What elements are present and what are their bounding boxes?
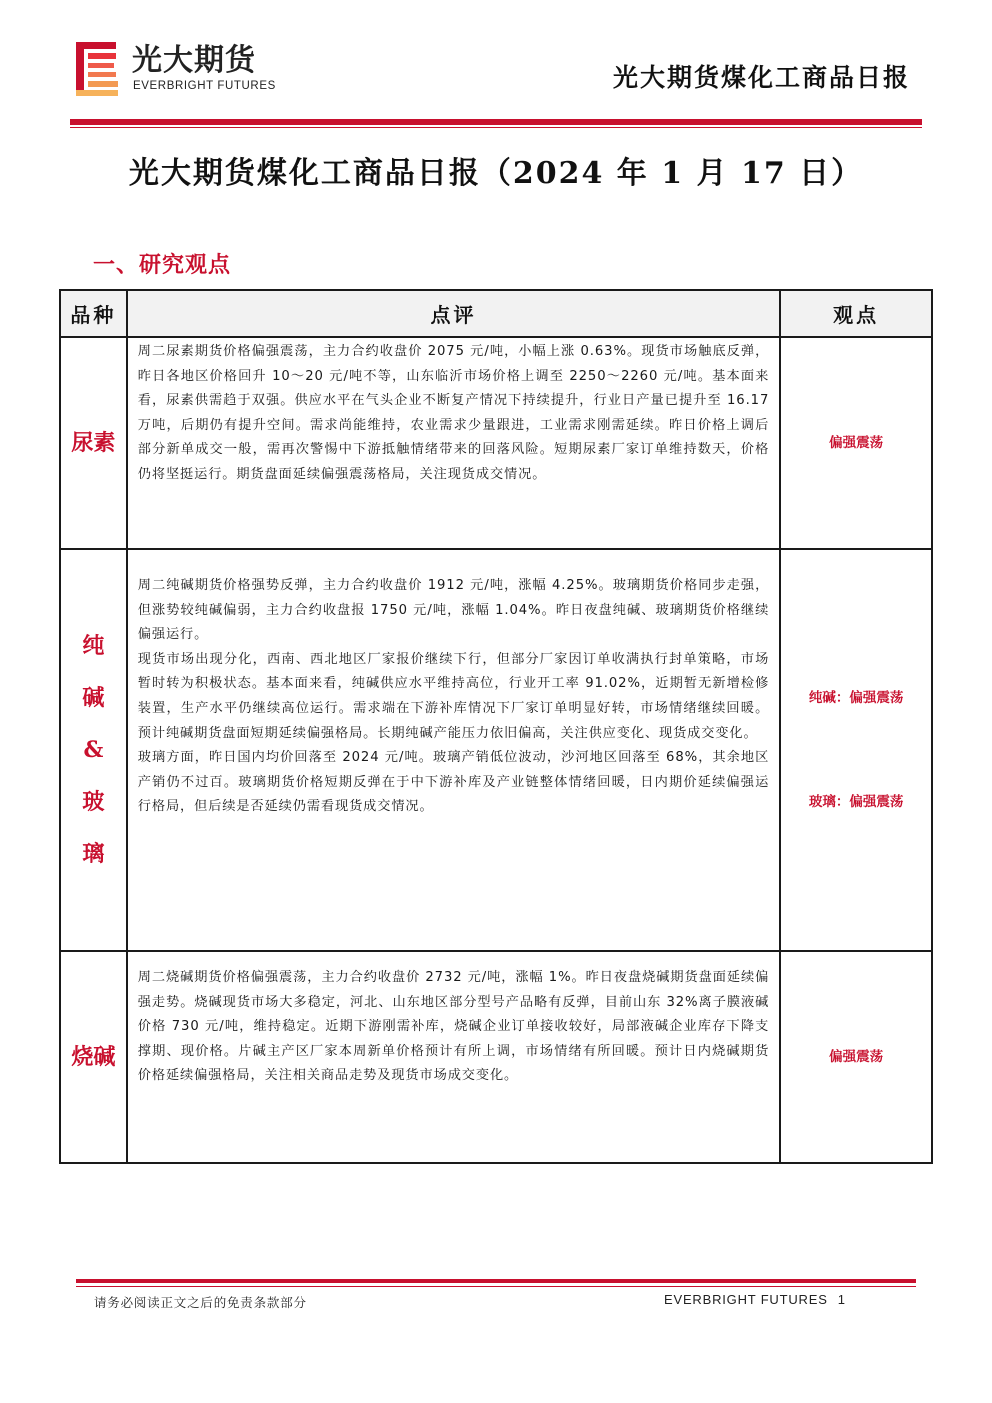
column-header-variety: 品种 — [60, 290, 127, 337]
logo — [76, 42, 286, 98]
section-heading: 一、研究观点 — [93, 252, 232, 278]
comment-paragraph: 玻璃方面，昨日国内均价回落至 2024 元/吨。玻璃产销低位波动，沙河地区回落至 68%，其余地区产销仍不过百。玻璃期货价格短期反弹在于中下游补库及产业链整体情绪回暖，日内期价延续偏强运行格局，但后续是否延续仍需看现货成交情况。 — [137, 750, 770, 815]
variety-cell — [60, 549, 127, 951]
view-text: 偏强震荡 — [829, 435, 884, 451]
comment-paragraph: 周二尿素期货价格偏强震荡，主力合约收盘价 2075 元/吨，小幅上涨 0.63%。现货市场触底反弹，昨日各地区价格回升 10～20 元/吨不等，山东临沂市场价格上调至 2250～2260 元/吨。基本面来看，尿素供需趋于双强。供应水平在气头企业不断复产情况下持续提升，行业日产量已提升至 16.17 万吨，后期仍有提升空间。需求尚能维持，农业需求少量跟进，工业需求刚需延续。昨日价格上调后部分新单成交一般，需再次警惕中下游抵触情绪带来的回落风险。短期尿素厂家订单维持数天，价格仍将坚挺运行。期货盘面延续偏强震荡格局，关注现货成交情况。 — [137, 344, 770, 482]
view-spacer — [781, 710, 931, 790]
footer-brand: EVERBRIGHT FUTURES — [664, 1292, 828, 1307]
footer-divider — [76, 1279, 916, 1283]
view-cell — [780, 337, 932, 549]
table-row-urea — [60, 337, 932, 549]
everbright-logo-icon — [76, 42, 120, 96]
variety-cell: 尿素 — [60, 337, 127, 549]
header-divider — [70, 119, 922, 125]
page-number: 1 — [837, 1292, 846, 1307]
variety-cell: 烧碱 — [60, 951, 127, 1163]
view-text-soda-ash: 纯碱：偏强震荡 — [808, 690, 904, 706]
report-title: 光大期货煤化工商品日报（2024 年 1 月 17 日） — [128, 156, 864, 191]
view-cell — [780, 951, 932, 1163]
table-row-soda-ash-glass — [60, 549, 932, 951]
logo-chinese-name: 光大期货 — [132, 43, 256, 78]
header-divider-thin — [70, 127, 922, 128]
view-text: 偏强震荡 — [829, 1049, 884, 1065]
research-table — [59, 289, 933, 1164]
footer-disclaimer: 请务必阅读正文之后的免责条款部分 — [94, 1295, 307, 1310]
comment-cell — [127, 951, 780, 1163]
column-header-comment: 点评 — [127, 290, 780, 337]
comment-paragraph: 现货市场出现分化，西南、西北地区厂家报价继续下行，但部分厂家因订单收满执行封单策略，市场暂时转为积极状态。基本面来看，纯碱供应水平维持高位，行业开工率 91.02%，近期暂无新增检修装置，生产水平仍继续高位运行。需求端在下游补库情况下厂家订单明显好转，市场情绪继续回暖。预计纯碱期货盘面短期延续偏强格局。长期纯碱产能压力依旧偏高，关注供应变化、现货成交变化。 — [137, 651, 770, 741]
header-title: 光大期货煤化工商品日报 — [612, 63, 910, 92]
table-header-row — [60, 290, 932, 337]
column-header-view: 观点 — [780, 290, 932, 337]
view-cell — [780, 549, 932, 951]
comment-paragraph: 周二烧碱期货价格偏强震荡，主力合约收盘价 2732 元/吨，涨幅 1%。昨日夜盘烧碱期货盘面延续偏强走势。烧碱现货市场大多稳定，河北、山东地区部分型号产品略有反弹，目前山东 32%离子膜液碱价格 730 元/吨，维持稳定。近期下游刚需补库，烧碱企业订单接收较好，局部液碱企业库存下降支撑期、现价格。片碱主产区厂家本周新单价格预计有所上调，市场情绪有所回暖。预计日内烧碱期货价格延续偏强格局，关注相关商品走势及现货市场成交变化。 — [137, 970, 770, 1084]
logo-english-name: EVERBRIGHT FUTURES — [133, 80, 276, 92]
view-text-glass: 玻璃：偏强震荡 — [808, 794, 904, 810]
comment-paragraph: 周二纯碱期货价格强势反弹，主力合约收盘价 1912 元/吨，涨幅 4.25%。玻璃期货价格同步走强，但涨势较纯碱偏弱，主力合约收盘报 1750 元/吨，涨幅 1.04%。昨日夜盘纯碱、玻璃期货价格继续偏强运行。 — [137, 578, 770, 643]
table-row-caustic-soda — [60, 951, 932, 1163]
variety-label: 纯碱 & 玻璃 — [82, 633, 105, 867]
footer-divider-thin — [76, 1286, 916, 1287]
comment-cell — [127, 337, 780, 549]
footer-brand-block — [664, 1292, 846, 1307]
comment-cell — [127, 549, 780, 951]
